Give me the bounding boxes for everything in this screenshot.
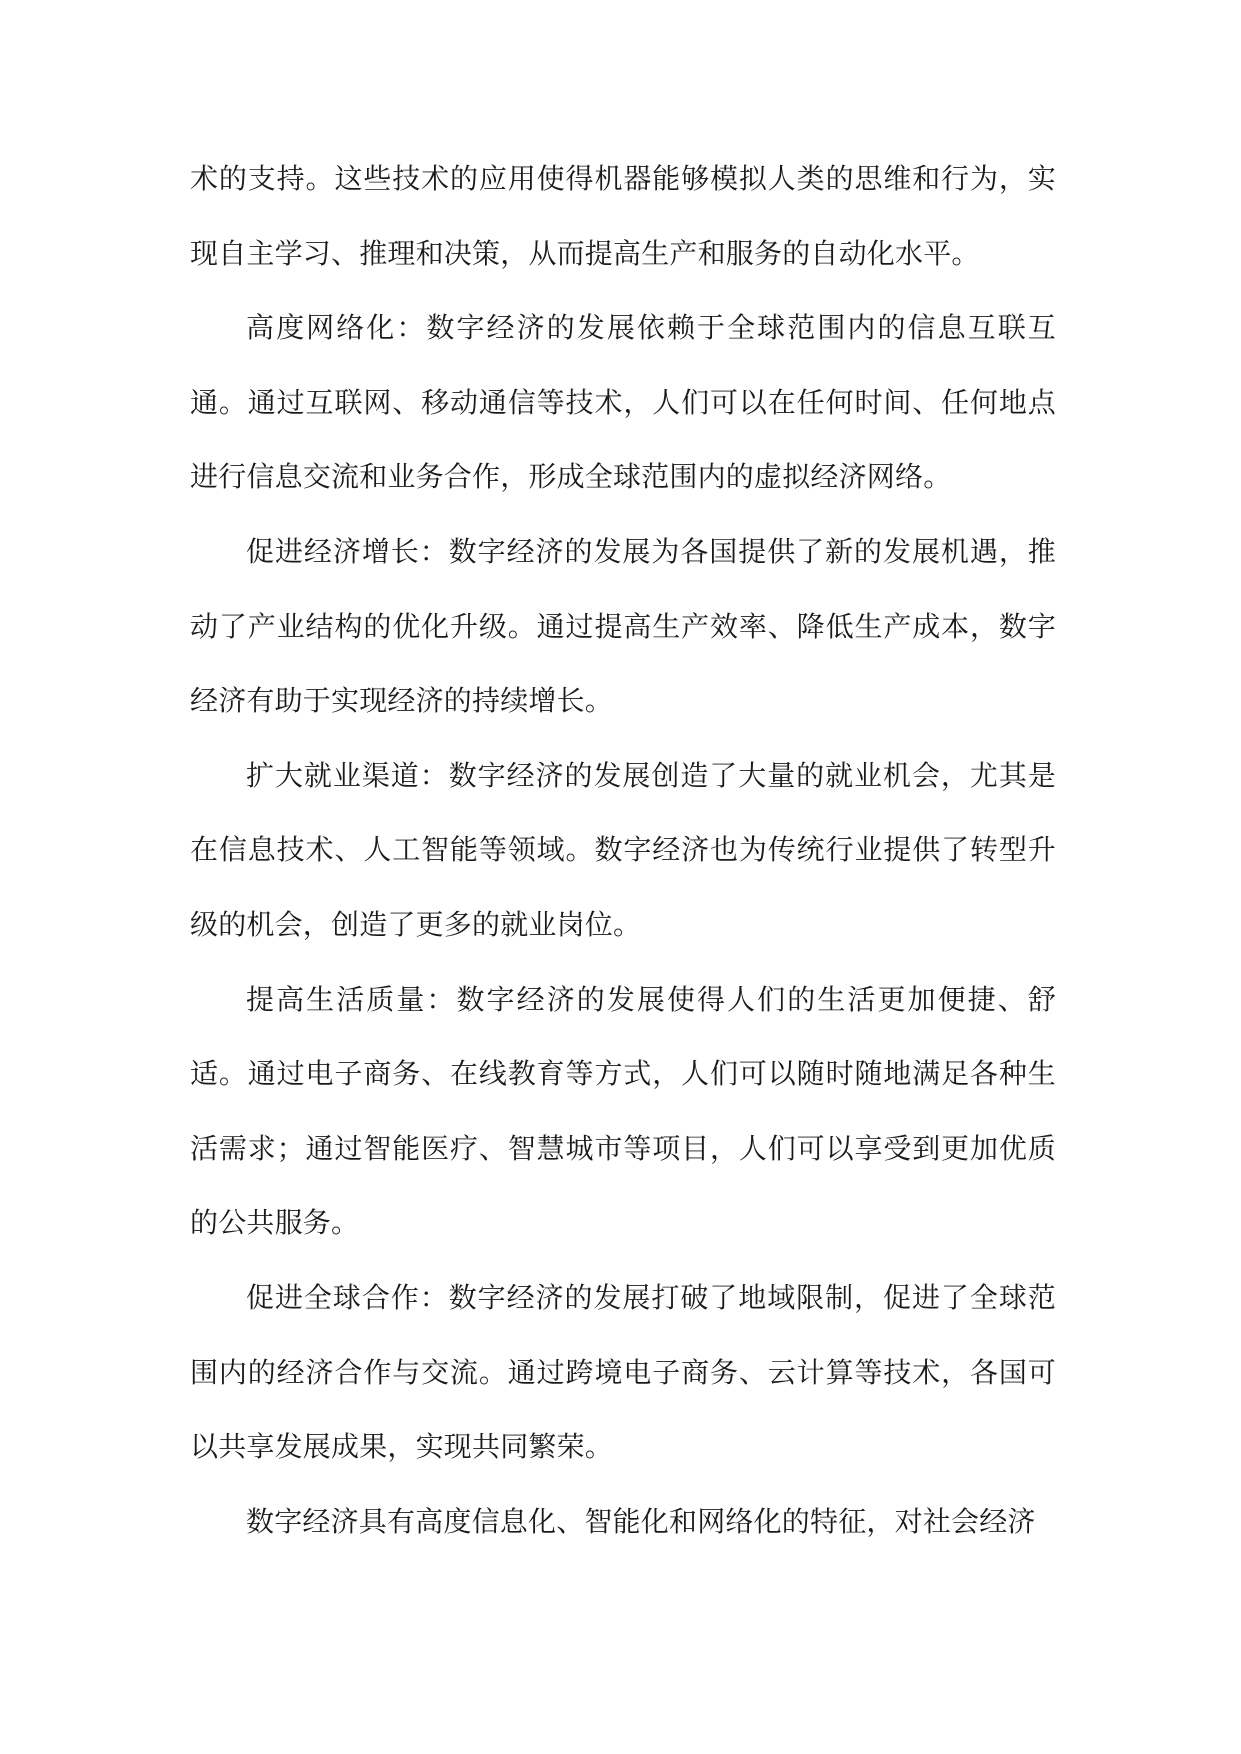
paragraph-employment: 扩大就业渠道：数字经济的发展创造了大量的就业机会，尤其是在信息技术、人工智能等领域。数字经济也为传统行业提供了转型升级的机会，创造了更多的就业岗位。 (190, 758, 1056, 941)
body-text (190, 142, 1056, 1559)
paragraph-economic-growth: 促进经济增长：数字经济的发展为各国提供了新的发展机遇，推动了产业结构的优化升级。通过提高生产效率、降低生产成本，数字经济有助于实现经济的持续增长。 (190, 534, 1056, 718)
paragraph-quality-of-life: 提高生活质量：数字经济的发展使得人们的生活更加便捷、舒适。通过电子商务、在线教育等方式，人们可以随时随地满足各种生活需求；通过智能医疗、智慧城市等项目，人们可以享受到更加优质的公共服务。 (190, 982, 1056, 1240)
paragraph-high-networking: 高度网络化：数字经济的发展依赖于全球范围内的信息互联互通。通过互联网、移动通信等技术，人们可以在任何时间、任何地点进行信息交流和业务合作，形成全球范围内的虚拟经济网络。 (190, 311, 1056, 494)
paragraph-summary: 数字经济具有高度信息化、智能化和网络化的特征，对社会经济 (246, 1504, 1036, 1538)
paragraph-continuation: 术的支持。这些技术的应用使得机器能够模拟人类的思维和行为，实现自主学习、推理和决策，从而提高生产和服务的自动化水平。 (190, 162, 1056, 270)
paragraph-global-cooperation: 促进全球合作：数字经济的发展打破了地域限制，促进了全球范围内的经济合作与交流。通过跨境电子商务、云计算等技术，各国可以共享发展成果，实现共同繁荣。 (190, 1280, 1056, 1464)
